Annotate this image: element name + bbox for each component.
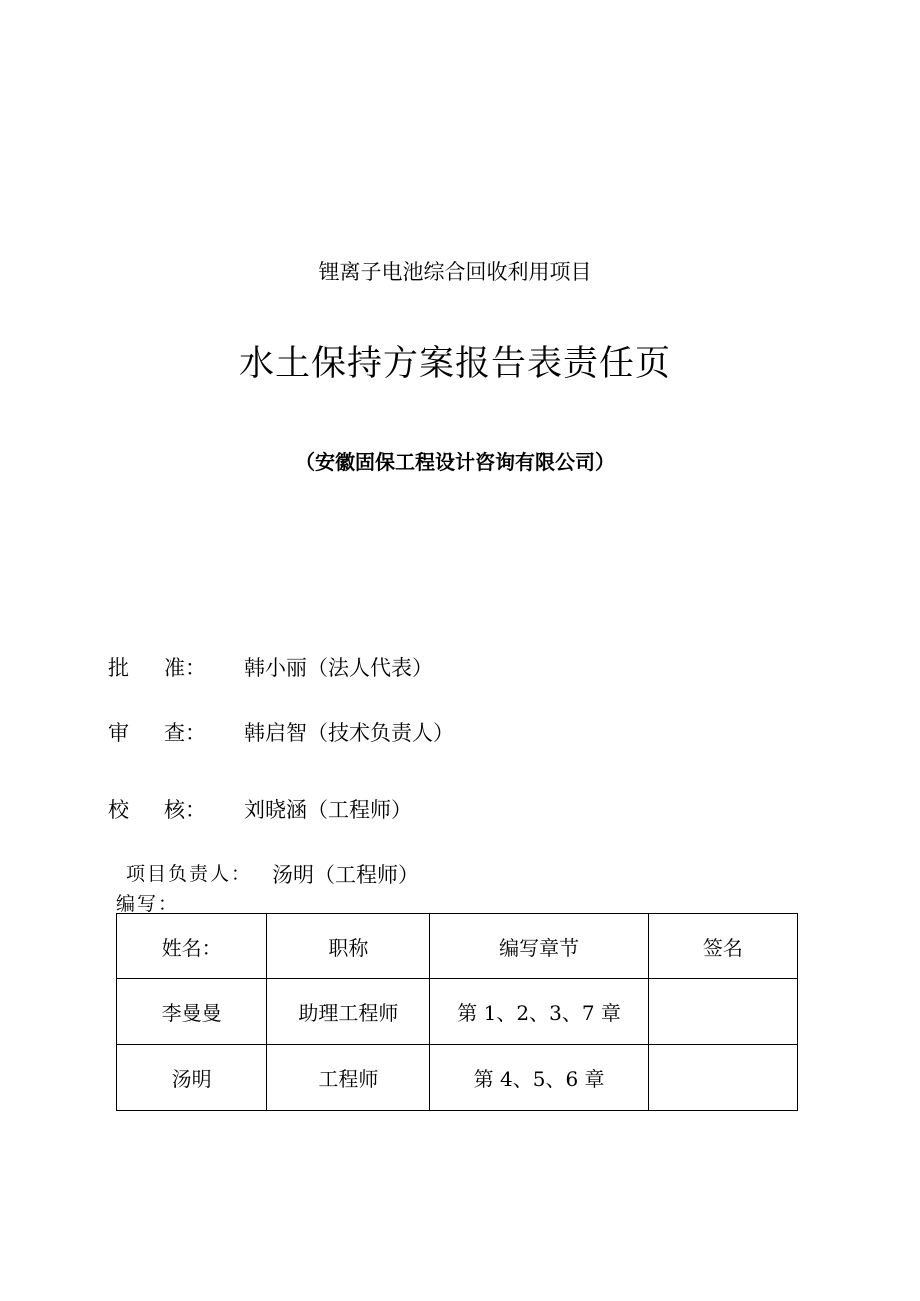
reviewer-label-char2: 查： (164, 721, 206, 745)
cell-chapters: 第 4、5、6 章 (430, 1045, 648, 1111)
cell-name: 汤明 (117, 1045, 267, 1111)
cell-title: 助理工程师 (267, 979, 430, 1045)
staff-table (116, 913, 798, 1111)
company-name: （安徽固保工程设计咨询有限公司） (295, 450, 615, 474)
header-name: 姓名： (117, 914, 267, 979)
reviewer-label (108, 717, 218, 745)
project-manager-line (126, 859, 419, 887)
project-name: 锂离子电池综合回收利用项目 (318, 260, 592, 284)
cell-signature (648, 979, 797, 1045)
checker-label-char2: 核： (164, 798, 206, 822)
header-title: 职称 (267, 914, 430, 979)
reviewer-label-char1: 审 (108, 721, 129, 745)
table-row (117, 979, 798, 1045)
project-manager-label: 项目负责人： (126, 863, 253, 885)
reviewer-value: 韩启智（技术负责人） (244, 721, 454, 745)
page-title: 水土保持方案报告表责任页 (238, 344, 671, 384)
table-row (117, 1045, 798, 1111)
approver-label-char2: 准： (164, 656, 206, 680)
cell-chapters: 第 1、2、3、7 章 (430, 979, 648, 1045)
header-chapters: 编写章节 (430, 914, 648, 979)
project-manager-value: 汤明（工程师） (272, 863, 419, 887)
cell-name: 李曼曼 (117, 979, 267, 1045)
writing-label: 编写： (116, 893, 180, 915)
checker-label-char1: 校 (108, 798, 129, 822)
header-signature: 签名 (648, 914, 797, 979)
table-header-row (117, 914, 798, 979)
cell-signature (648, 1045, 797, 1111)
cell-title: 工程师 (267, 1045, 430, 1111)
approver-label-char1: 批 (108, 656, 129, 680)
checker-label (108, 794, 218, 822)
checker-value: 刘晓涵（工程师） (244, 798, 412, 822)
approver-value: 韩小丽（法人代表） (244, 656, 433, 680)
approver-label (108, 652, 218, 680)
